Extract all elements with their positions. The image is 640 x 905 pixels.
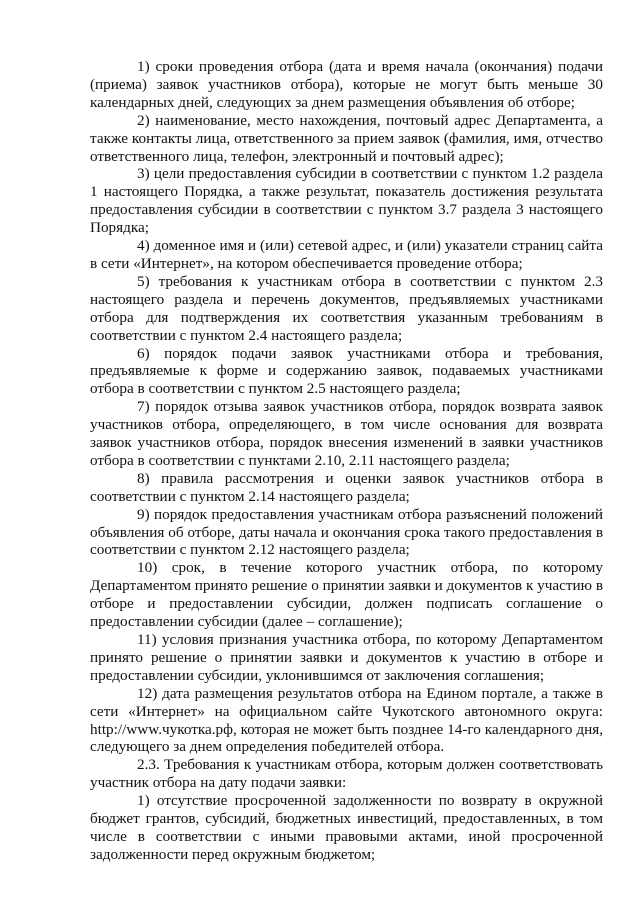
paragraph-1-deadlines: 1) сроки проведения отбора (дата и время начала (окончания) подачи (приема) заявок участников отбора), которые не могут быть меньше 30 календарных дней, следующих за днем размещения объявления об отборе; xyxy=(90,58,603,111)
paragraph-8-evaluation-rules: 8) правила рассмотрения и оценки заявок участников отбора в соответствии с пунктом 2.14 настоящего раздела; xyxy=(90,469,603,505)
paragraph-9-clarifications: 9) порядок предоставления участникам отбора разъяснений положений объявления об отборе, даты начала и окончания срока такого предоставления в соответствии с пунктом 2.12 настоящего раздела; xyxy=(90,505,603,559)
paragraph-4-domain-name: 4) доменное имя и (или) сетевой адрес, и (или) указатели страниц сайта в сети «Интернет», на котором обеспечивается проведение отбора; xyxy=(90,237,603,272)
paragraph-11-evasion-conditions: 11) условия признания участника отбора, по которому Департаментом принято решение о принятии заявки и документов к участию в отборе и предоставлении субсидии, уклонившимся от заключения соглашения; xyxy=(90,631,603,684)
paragraph-5-participant-requirements: 5) требования к участникам отбора в соответствии с пунктом 2.3 настоящего раздела и перечень документов, предъявляемых участниками отбора для подтверждения их соответствия указанным требованиям в соответствии с пунктом 2.4 настоящего раздела; xyxy=(90,272,603,344)
paragraph-7-application-withdrawal: 7) порядок отзыва заявок участников отбора, порядок возврата заявок участников отбора, определяющего, в том числе основания для возврата заявок участников отбора, порядок внесения изменений в заявки участников отбора в соответствии с пунктами 2.10, 2.11 настоящего раздела; xyxy=(90,398,603,469)
requirement-1-no-debt: 1) отсутствие просроченной задолженности по возврату в окружной бюджет грантов, субсидий, бюджетных инвестиций, предоставленных, в том числе в соответствии с иными правовыми актами, иной просроченной задолженности перед окружным бюджетом; xyxy=(90,792,603,863)
paragraph-6-application-procedure: 6) порядок подачи заявок участниками отбора и требования, предъявляемые к форме и содержанию заявок, подаваемых участниками отбора в соответствии с пунктом 2.5 настоящего раздела; xyxy=(90,344,603,398)
paragraph-10-agreement-term: 10) срок, в течение которого участник отбора, по которому Департаментом принято решение о принятии заявки и документов к участию в отборе и предоставлении субсидии, должен подписать соглашение о предоставлении субсидии (далее – соглашение); xyxy=(90,559,603,631)
document-page xyxy=(90,58,603,864)
paragraph-3-subsidy-goals: 3) цели предоставления субсидии в соответствии с пунктом 1.2 раздела 1 настоящего Порядка, а также результат, показатель достижения результата предоставления субсидии в соответствии с пунктом 3.7 раздела 3 настоящего Порядка; xyxy=(90,165,603,237)
paragraph-2-department-contacts: 2) наименование, место нахождения, почтовый адрес Департамента, а также контакты лица, ответственного за прием заявок (фамилия, имя, отчество ответственного лица, телефон, электронный и почтовый адрес); xyxy=(90,111,603,165)
section-2-3-heading: 2.3. Требования к участникам отбора, которым должен соответствовать участник отбора на дату подачи заявки: xyxy=(90,756,603,792)
paragraph-12-results-publication: 12) дата размещения результатов отбора на Едином портале, а также в сети «Интернет» на официальном сайте Чукотского автономного округа: http://www.чукотка.рф, которая не может быть позднее 14-го календарного дня, следующего за днем определения победителей отбора. xyxy=(90,684,603,756)
